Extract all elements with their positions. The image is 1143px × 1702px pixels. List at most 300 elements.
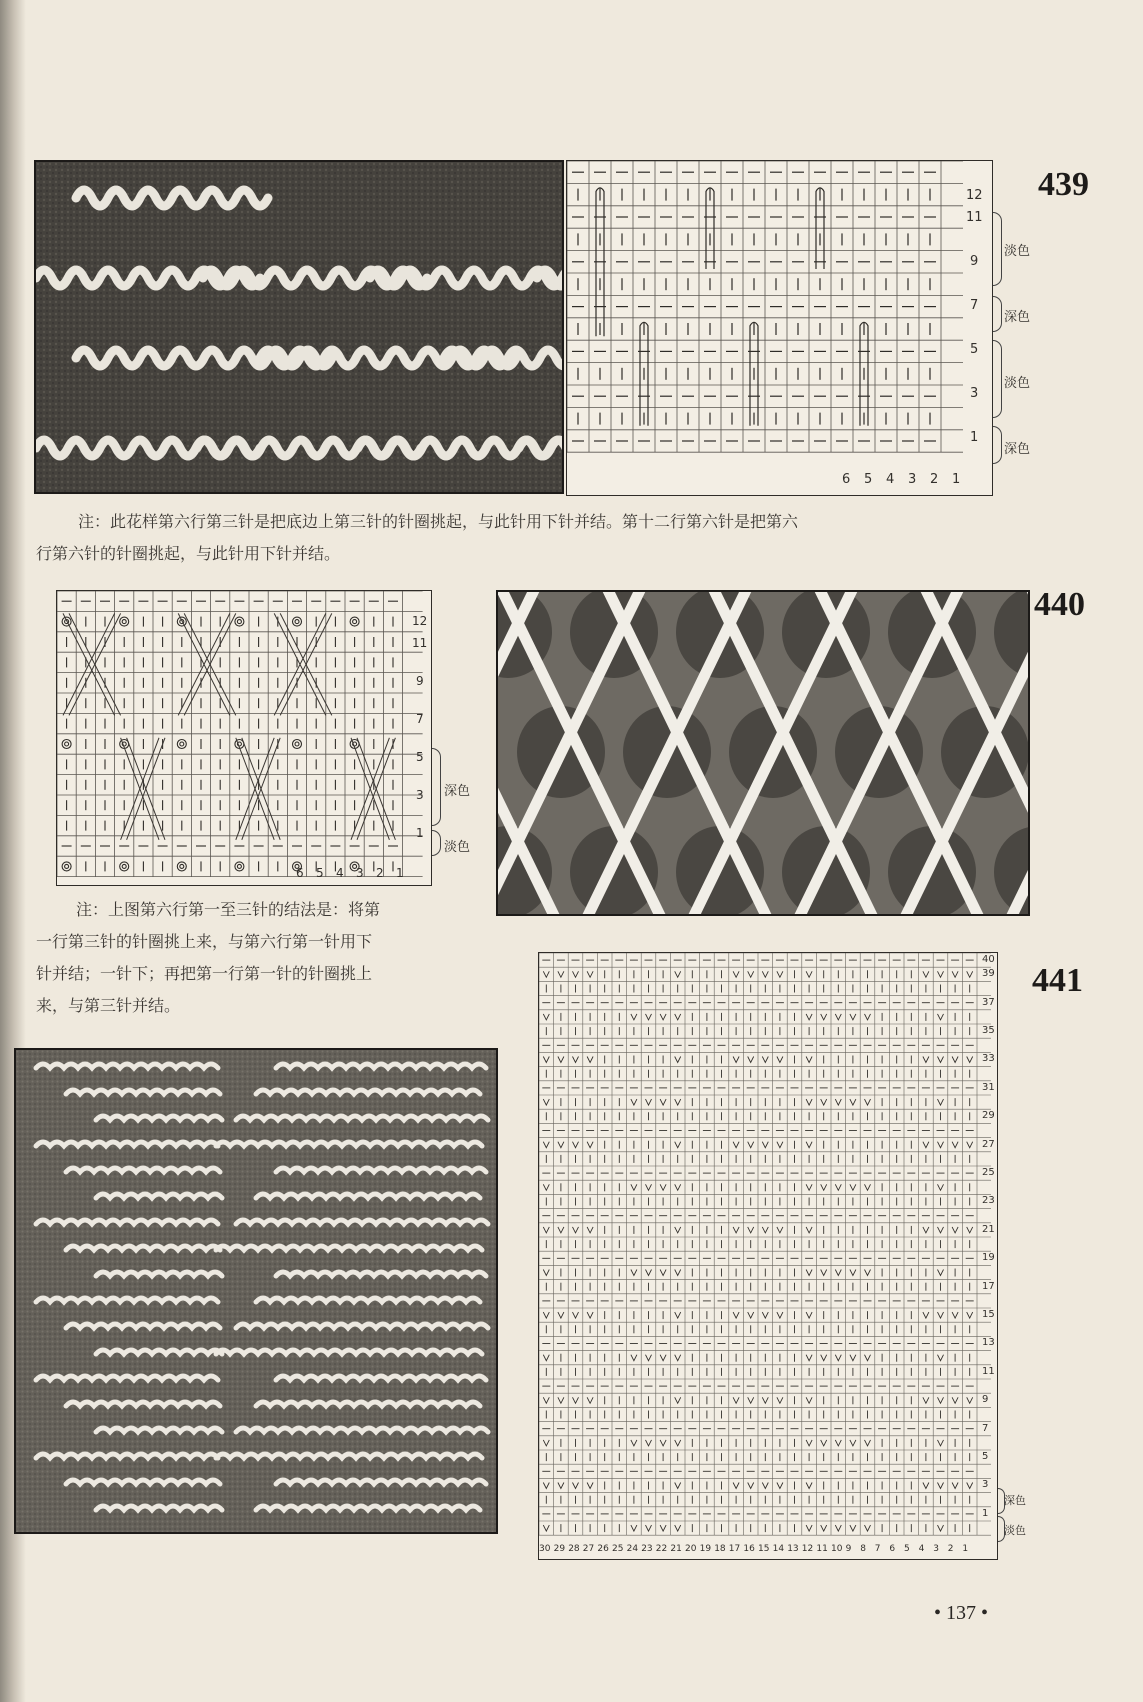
note-440-line: 注：上图第六行第一至三针的结法是：将第 [76,900,381,919]
slip-symbol [573,1483,579,1489]
slip-symbol [850,1440,856,1446]
col-number: 6 [842,472,851,487]
slip-symbol [938,1355,944,1361]
slip-symbol [938,1270,944,1276]
chart-439-row-numbers [966,160,990,476]
photo-439 [34,160,564,494]
row-number: 23 [982,1195,995,1207]
col-number: 19 [699,1544,712,1554]
row-number: 3 [416,788,424,802]
slip-symbol [587,1142,593,1148]
slip-symbol [967,1483,973,1489]
slip-symbol [806,971,812,977]
knit-texture-440 [498,592,1028,914]
slip-symbol [631,1270,637,1276]
row-number: 29 [982,1110,995,1122]
slip-symbol [967,1142,973,1148]
slip-symbol [543,1014,549,1020]
slip-symbol [923,1483,929,1489]
col-number: 25 [612,1544,624,1554]
slip-symbol [660,1099,666,1105]
row-number: 11 [982,1365,995,1377]
col-number: 3 [933,1544,939,1554]
slip-symbol [762,971,768,977]
col-number: 6 [296,866,304,880]
row-number: 1 [982,1507,989,1519]
slip-symbol [543,1355,549,1361]
slip-symbol [631,1355,637,1361]
slip-symbol [733,1057,739,1063]
slip-symbol [543,1099,549,1105]
slip-symbol [806,1397,812,1403]
chart-441-col-numbers [538,1542,984,1560]
col-number: 5 [316,866,324,880]
slip-symbol [938,1142,944,1148]
slip-symbol [806,1014,812,1020]
slip-symbol [558,1227,564,1233]
row-number: 5 [970,342,979,357]
slip-symbol [850,1270,856,1276]
slip-symbol [660,1184,666,1190]
slip-symbol [543,1483,549,1489]
slip-symbol [821,1014,827,1020]
knit-texture-441 [16,1050,496,1532]
slip-symbol [952,1483,958,1489]
chart-440-col-numbers [290,866,410,886]
col-number: 2 [947,1544,954,1554]
slip-symbol [675,1184,681,1190]
col-number: 1 [396,866,404,880]
slip-symbol [952,1227,958,1233]
row-number: 21 [982,1223,995,1235]
slip-symbol [938,1184,944,1190]
slip-symbol [543,971,549,977]
row-number: 7 [982,1422,989,1434]
slip-symbol [821,1525,827,1531]
slip-symbol [587,971,593,977]
row-number: 11 [966,210,983,225]
slip-symbol [835,1440,841,1446]
col-number: 14 [772,1544,785,1554]
color-label: 深色 [1004,310,1031,325]
slip-symbol [733,1312,739,1318]
slip-symbol [806,1099,812,1105]
slip-symbol [543,1525,549,1531]
col-number: 29 [553,1544,566,1554]
col-number: 3 [908,472,917,487]
slip-symbol [967,1312,973,1318]
slip-symbol [938,1227,944,1233]
slip-symbol [821,1270,827,1276]
row-number: 12 [412,614,428,628]
slip-symbol [938,1057,944,1063]
yarn-motif [236,1428,488,1432]
slip-symbol [675,1227,681,1233]
slip-symbol [558,971,564,977]
slip-symbol [660,1525,666,1531]
slip-symbol [646,1440,652,1446]
slip-symbol [806,1355,812,1361]
row-number: 25 [982,1167,995,1178]
chart-441-row-numbers [982,952,1000,1542]
slip-symbol [777,971,783,977]
slip-symbol [675,971,681,977]
twist-symbol [177,740,186,749]
col-number: 26 [597,1544,609,1554]
slip-symbol [675,1440,681,1446]
row-number: 35 [982,1025,995,1036]
col-number: 17 [728,1544,741,1554]
col-number: 4 [336,866,344,880]
row-number: 39 [982,968,995,980]
slip-symbol [938,1014,944,1020]
slip-symbol [748,1312,754,1318]
slip-symbol [938,1312,944,1318]
slip-symbol [806,1142,812,1148]
twist-symbol [62,740,71,749]
row-number: 15 [982,1309,995,1320]
row-number: 37 [982,996,995,1008]
color-brace [993,426,1002,464]
stitch-symbols [572,172,936,441]
slip-symbol [806,1440,812,1446]
pattern-number: 440 [1034,586,1085,623]
color-brace [432,830,441,856]
slip-symbol [543,1227,549,1233]
col-number: 23 [641,1544,653,1554]
color-label: 淡色 [1004,376,1031,391]
col-number: 5 [864,472,873,487]
slip-symbol [850,1099,856,1105]
slip-symbol [777,1312,783,1318]
col-number: 6 [889,1544,896,1554]
slip-symbol [865,1014,871,1020]
color-brace [432,748,441,826]
slip-symbol [543,1184,549,1190]
slip-symbol [660,1440,666,1446]
slip-symbol [938,971,944,977]
chart-440-row-numbers [412,590,432,860]
slip-symbol [835,1355,841,1361]
slip-symbol [952,1142,958,1148]
slip-symbol [675,1397,681,1403]
slip-symbol [587,1483,593,1489]
color-brace [993,340,1002,418]
slip-symbol [573,1397,579,1403]
twist-symbol [295,742,299,746]
col-number: 16 [743,1544,755,1554]
slip-symbol [543,1057,549,1063]
slip-symbol [865,1099,871,1105]
slip-symbol [646,1525,652,1531]
slip-symbol [573,1227,579,1233]
slip-symbol [573,971,579,977]
col-number: 27 [582,1544,595,1554]
color-label: 淡色 [1004,1524,1026,1537]
slip-symbol [777,1142,783,1148]
slip-symbol [646,1355,652,1361]
color-label: 淡色 [1004,244,1031,259]
col-number: 3 [356,866,364,880]
slip-symbol [543,1440,549,1446]
slip-symbol [938,1099,944,1105]
row-number: 5 [982,1451,989,1462]
twist-symbol [235,617,244,626]
slip-symbol [631,1014,637,1020]
slip-symbol [865,1525,871,1531]
col-number: 11 [816,1544,828,1554]
slip-symbol [938,1525,944,1531]
slip-symbol [777,1227,783,1233]
slip-symbol [865,1270,871,1276]
col-number: 1 [952,472,961,487]
note-439-line2: 行第六针的针圈挑起，与此针用下针并结。 [36,544,341,563]
slip-symbol [923,1312,929,1318]
col-number: 24 [626,1544,639,1554]
note-440-line: 一行第三针的针圈挑上来，与第六行第一针用下 [36,932,373,951]
slip-symbol [675,1270,681,1276]
slip-symbol [748,971,754,977]
chart-440 [56,590,432,886]
twist-symbol [177,862,186,871]
slip-symbol [573,1057,579,1063]
slip-symbol [821,1099,827,1105]
pattern-number: 441 [1032,962,1083,999]
slip-symbol [806,1525,812,1531]
slip-symbol [835,1014,841,1020]
slip-symbol [938,1483,944,1489]
slip-symbol [762,1142,768,1148]
col-number: 1 [962,1544,969,1554]
slip-symbol [748,1227,754,1233]
knit-texture-439 [36,162,562,492]
slip-symbol [660,1355,666,1361]
slip-symbol [952,1312,958,1318]
slip-symbol [762,1312,768,1318]
row-number: 7 [416,712,424,726]
col-number: 7 [874,1544,881,1554]
slip-symbol [865,1184,871,1190]
col-number: 18 [714,1544,726,1554]
color-label: 深色 [444,784,471,799]
col-number: 2 [376,866,384,880]
slip-symbol [675,1355,681,1361]
col-number: 30 [539,1544,551,1554]
col-number: 8 [860,1544,866,1554]
slip-symbol [631,1184,637,1190]
yarn-motif [236,1220,488,1224]
twist-symbol [237,620,241,624]
row-number: 3 [982,1479,989,1491]
slip-symbol [631,1440,637,1446]
slip-symbol [558,1312,564,1318]
twist-symbol [180,742,184,746]
slip-symbol [558,1397,564,1403]
slip-symbol [952,971,958,977]
chart-439 [566,160,993,496]
twist-symbol [235,862,244,871]
slip-symbol [675,1483,681,1489]
row-number: 1 [970,430,979,445]
slip-symbol [748,1057,754,1063]
row-number: 9 [970,254,979,269]
slip-symbol [573,1142,579,1148]
color-brace [993,296,1002,332]
slip-symbol [835,1099,841,1105]
slip-symbol [587,1057,593,1063]
slip-symbol [587,1312,593,1318]
row-number: 13 [982,1337,995,1349]
chart-grid [57,591,423,877]
slip-symbol [923,1142,929,1148]
slip-symbol [865,1355,871,1361]
slip-symbol [967,1397,973,1403]
row-number: 9 [982,1394,989,1406]
slip-symbol [923,1397,929,1403]
slip-symbol [543,1397,549,1403]
twist-symbol [237,864,241,868]
slip-symbol [675,1525,681,1531]
twist-symbol [122,620,126,624]
col-number: 21 [670,1544,682,1554]
slip-symbol [543,1142,549,1148]
slip-symbol [631,1099,637,1105]
chart-441 [538,952,998,1560]
col-number: 12 [801,1544,814,1554]
col-number: 4 [918,1544,925,1554]
twist-symbol [122,864,126,868]
twist-symbol [65,742,69,746]
slip-symbol [806,1227,812,1233]
slip-symbol [733,1142,739,1148]
slip-symbol [675,1312,681,1318]
row-number: 3 [970,386,979,401]
slip-symbol [631,1525,637,1531]
col-number: 15 [758,1544,770,1554]
slip-symbol [938,1397,944,1403]
slip-symbol [646,1014,652,1020]
slip-symbol [558,1057,564,1063]
twist-symbol [350,617,359,626]
slip-symbol [952,1397,958,1403]
slip-symbol [762,1397,768,1403]
slip-symbol [748,1397,754,1403]
slip-symbol [806,1270,812,1276]
slip-symbol [587,1227,593,1233]
color-brace [993,212,1002,286]
col-number: 10 [831,1544,843,1554]
slip-symbol [806,1312,812,1318]
slip-symbol [646,1184,652,1190]
slip-symbol [821,1440,827,1446]
slip-symbol [748,1483,754,1489]
slip-symbol [835,1525,841,1531]
slip-symbol [762,1057,768,1063]
slip-symbol [558,1142,564,1148]
slip-symbol [923,1057,929,1063]
row-number: 9 [416,674,424,688]
col-number: 5 [904,1544,910,1554]
slip-symbol [821,1355,827,1361]
row-number: 7 [970,298,979,313]
slip-symbol [967,971,973,977]
slip-symbol [967,1057,973,1063]
slip-symbol [777,1397,783,1403]
slip-symbol [835,1270,841,1276]
row-number: 5 [416,750,424,764]
pattern-number: 439 [1038,166,1089,203]
twist-symbol [65,864,69,868]
slip-symbol [543,1312,549,1318]
slip-symbol [587,1397,593,1403]
twist-symbol [353,620,357,624]
col-number: 22 [655,1544,668,1554]
row-number: 19 [982,1252,995,1264]
row-number: 1 [416,826,424,840]
row-number: 11 [412,636,428,650]
slip-symbol [543,1270,549,1276]
slip-symbol [675,1057,681,1063]
page-folio: • 137 • [934,1602,989,1624]
slip-symbol [850,1525,856,1531]
slip-symbol [835,1184,841,1190]
twist-symbol [293,740,302,749]
row-number: 33 [982,1053,995,1065]
slip-symbol [733,971,739,977]
slip-symbol [850,1014,856,1020]
slip-symbol [806,1483,812,1489]
color-label: 深色 [1004,1494,1026,1507]
twist-symbol [120,617,129,626]
col-number: 13 [787,1544,799,1554]
color-label: 淡色 [444,840,471,855]
slip-symbol [865,1440,871,1446]
slip-symbol [675,1142,681,1148]
slip-symbol [850,1355,856,1361]
slip-symbol [952,1057,958,1063]
photo-440 [496,590,1030,916]
col-number: 20 [685,1544,697,1554]
slip-symbol [733,1483,739,1489]
slip-symbol [660,1014,666,1020]
slip-symbol [733,1227,739,1233]
note-439-line1: 注：此花样第六行第三针是把底边上第三针的针圈挑起，与此针用下针并结。第十二行第六针是把第六 [78,512,799,531]
slip-symbol [558,1483,564,1489]
row-number: 31 [982,1081,995,1093]
col-number: 2 [930,472,939,487]
twist-symbol [293,617,302,626]
col-number: 28 [568,1544,580,1554]
slip-symbol [923,1227,929,1233]
slip-symbol [967,1227,973,1233]
twist-symbol [180,864,184,868]
color-label: 深色 [1004,442,1031,457]
slip-symbol [675,1014,681,1020]
slip-symbol [777,1057,783,1063]
col-number: 4 [886,472,895,487]
twist-symbol [120,862,129,871]
slip-symbol [748,1142,754,1148]
cross-symbols [63,613,395,839]
slip-symbol [762,1483,768,1489]
twist-symbol [295,620,299,624]
slip-symbol [821,1184,827,1190]
row-number: 12 [966,188,983,203]
slip-symbol [806,1184,812,1190]
slip-symbol [762,1227,768,1233]
yarn-motif [236,1324,488,1328]
twist-symbol [62,862,71,871]
